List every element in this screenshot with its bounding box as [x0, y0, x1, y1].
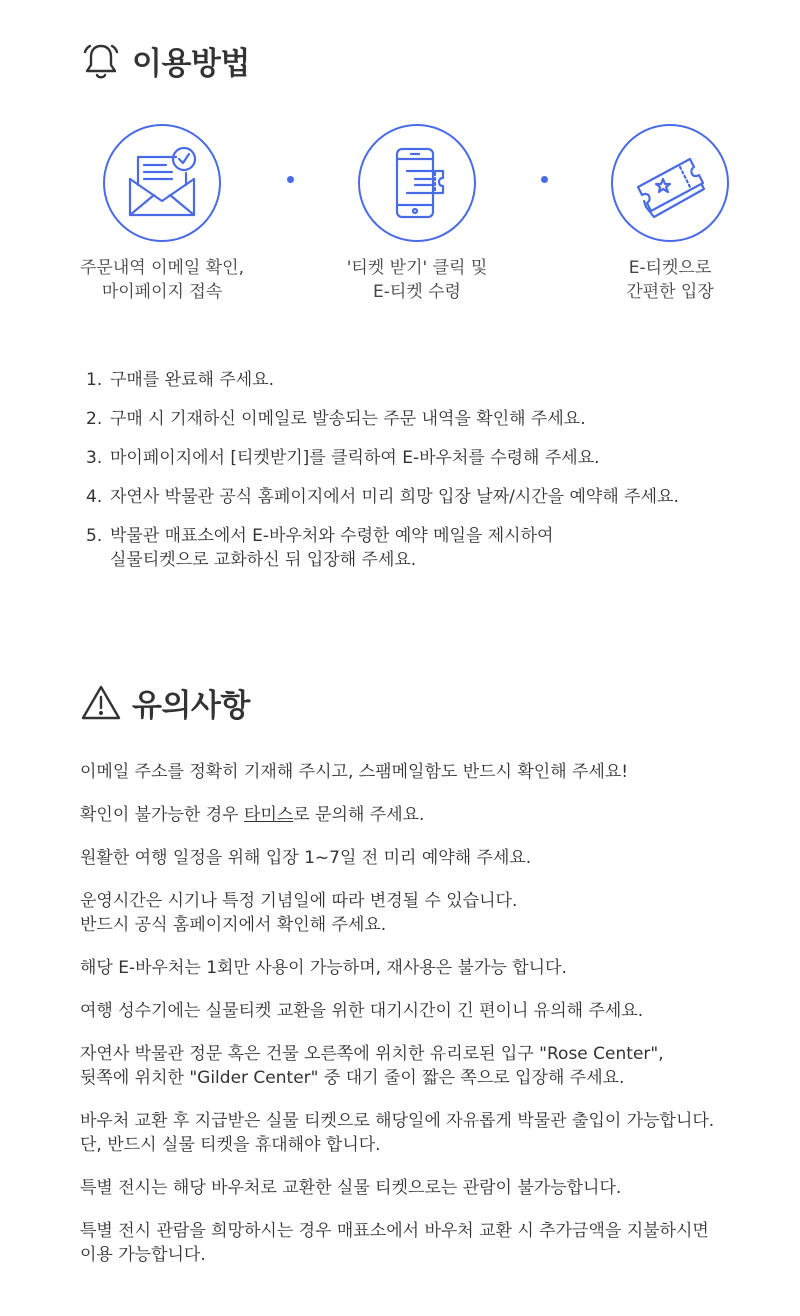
notice-item: 원활한 여행 일정을 위해 입장 1~7일 전 미리 예약해 주세요.: [80, 848, 532, 868]
ticket-icon: [630, 143, 710, 223]
step-email: [52, 124, 272, 304]
notice-section-title: [80, 680, 250, 725]
instruction-item: 2. 구매 시 기재하신 이메일로 발송되는 주문 내역을 확인해 주세요.: [86, 409, 586, 429]
tamis-link[interactable]: 타미스: [244, 805, 294, 825]
step-separator-dot: [287, 176, 294, 183]
email-icon: [122, 143, 202, 223]
usage-title: 이용방법: [132, 46, 250, 82]
notice-item: 이메일 주소를 정확히 기재해 주시고, 스팸메일함도 반드시 확인해 주세요!: [80, 762, 629, 782]
step-caption: E-티켓으로 간편한 입장: [626, 258, 714, 302]
step-caption: '티켓 받기' 클릭 및 E-티켓 수령: [346, 258, 488, 302]
notice-item: 해당 E-바우처는 1회만 사용이 가능하며, 재사용은 불가능 합니다.: [80, 958, 567, 978]
notice-item: 바우처 교환 후 지급받은 실물 티켓으로 해당일에 자유롭게 박물관 출입이 가능합니다. 단, 반드시 실물 티켓을 휴대해야 합니다.: [80, 1111, 715, 1155]
instruction-item: 5. 박물관 매표소에서 E-바우처와 수령한 예약 메일을 제시하여 실물티켓으로 교화하신 뒤 입장해 주세요.: [86, 526, 554, 570]
warning-icon: [80, 682, 122, 724]
notice-item: 특별 전시 관람을 희망하시는 경우 매표소에서 바우처 교환 시 추가금액을 지불하시면 이용 가능합니다.: [80, 1221, 709, 1265]
notice-item: 자연사 박물관 정문 혹은 건물 오른쪽에 위치한 유리로된 입구 "Rose Center", 뒷쪽에 위치한 "Gilder Center" 중 대기 줄이 짧은 쪽으로 입장해 주세요.: [80, 1044, 664, 1088]
notice-title: 유의사항: [132, 688, 250, 724]
usage-instructions: [86, 368, 679, 587]
step-circle: [358, 124, 476, 242]
mobile-ticket-icon: [377, 143, 457, 223]
step-ticket: [560, 124, 780, 304]
notice-item: 여행 성수기에는 실물티켓 교환을 위한 대기시간이 긴 편이니 유의해 주세요.: [80, 1001, 644, 1021]
step-separator-dot: [541, 176, 548, 183]
step-circle: [103, 124, 221, 242]
notice-item: 확인이 불가능한 경우 타미스로 문의해 주세요.: [80, 805, 425, 825]
notice-item: 특별 전시는 해당 바우처로 교환한 실물 티켓으로는 관람이 불가능합니다.: [80, 1178, 622, 1198]
bell-icon: [80, 40, 122, 82]
step-circle: [611, 124, 729, 242]
usage-section-title: [80, 38, 250, 83]
instruction-item: 3. 마이페이지에서 [티켓받기]를 클릭하여 E-바우처를 수령해 주세요.: [86, 448, 600, 468]
notice-list: [80, 760, 760, 1286]
notice-item: 운영시간은 시기나 특정 기념일에 따라 변경될 수 있습니다. 반드시 공식 홈페이지에서 확인해 주세요.: [80, 891, 518, 935]
step-mobile-ticket: [307, 124, 527, 304]
step-caption: 주문내역 이메일 확인, 마이페이지 접속: [79, 258, 244, 302]
instruction-item: 4. 자연사 박물관 공식 홈페이지에서 미리 희망 입장 날짜/시간을 예약해 주세요.: [86, 487, 679, 507]
instruction-item: 1. 구매를 완료해 주세요.: [86, 370, 275, 390]
